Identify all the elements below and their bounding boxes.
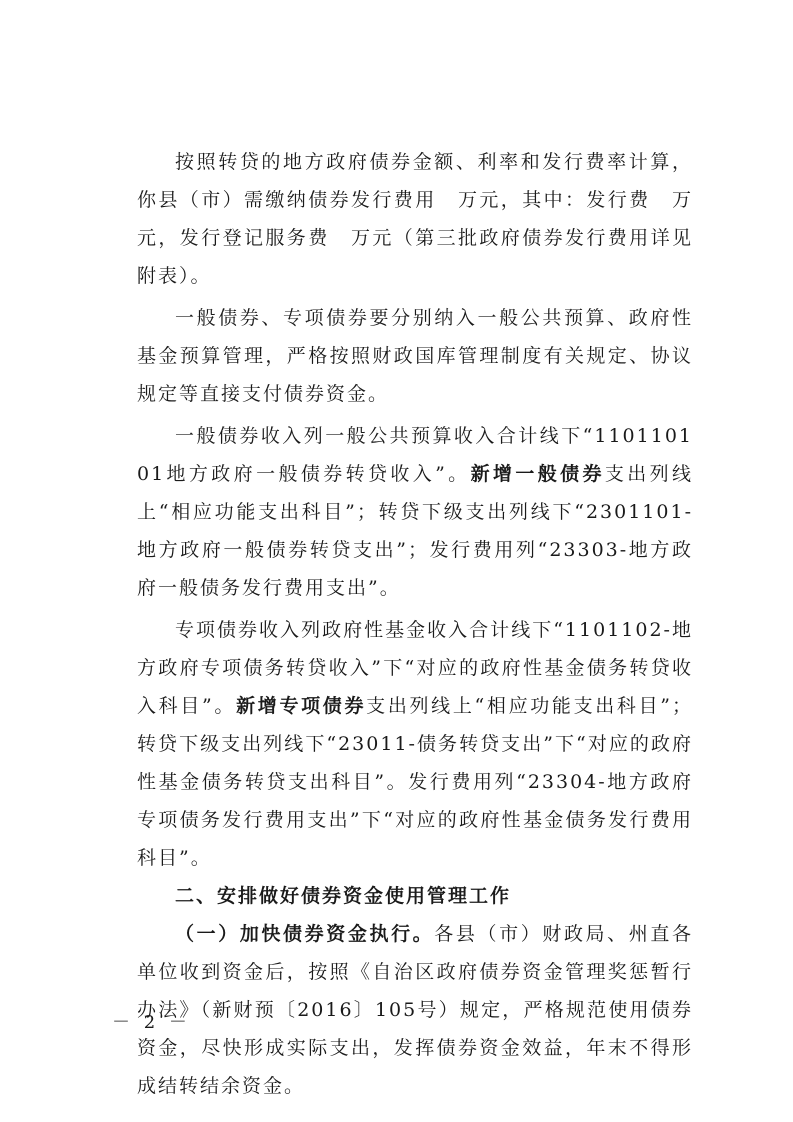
special-bond-emphasis: 新增专项债券 <box>236 695 367 717</box>
special-bond-text-c: 支出列线上“相应功能支出科目”；转贷下级支出列线下“23011-债务转贷支出”下“对应的政府性基金债务转贷支出科目”。发行费用列“23304-地方政府专项债务发行费用支出”下“对应的政府性基金债务发行费用科目”。 <box>137 695 693 869</box>
general-bond-emphasis: 新增一般债券 <box>470 463 605 485</box>
paragraph-issuance-fee <box>137 143 693 295</box>
subsection-heading-1: （一）加快债券资金执行。 <box>175 923 435 945</box>
general-bond-text-a: 一般债券收入列一般公共预算收入合计线下“110110101地方政府一般债券转贷收入”。 <box>137 425 693 485</box>
page-number: － 2 － <box>112 1012 191 1033</box>
paragraph-budget-management <box>137 299 693 413</box>
paragraph-accelerate-execution <box>137 915 693 1105</box>
paragraph-general-bond-accounting <box>137 417 693 607</box>
paragraph-issuance-fee-text: 按照转贷的地方政府债券金额、利率和发行费率计算，你县（市）需缴纳债券发行费用 万元，其中：发行费 万元，发行登记服务费 万元（第三批政府债券发行费用详见附表）。 <box>137 151 693 287</box>
section-heading-2: 二、安排做好债券资金使用管理工作 <box>175 885 512 907</box>
accelerate-execution-text: 各县（市）财政局、州直各单位收到资金后，按照《自治区政府债券资金管理奖惩暂行办法》（新财预〔2016〕105号）规定，严格规范使用债券资金，尽快形成实际支出，发挥债券资金效益，年末不得形成结转结余资金。 <box>137 923 693 1097</box>
document-body <box>137 143 693 1105</box>
paragraph-special-bond-accounting <box>137 611 693 877</box>
general-bond-text-c: 支出列线上“相应功能支出科目”；转贷下级支出列线下“2301101-地方政府一般债券转贷支出”；发行费用列“23303-地方政府一般债务发行费用支出”。 <box>137 463 693 599</box>
paragraph-budget-management-text: 一般债券、专项债券要分别纳入一般公共预算、政府性基金预算管理，严格按照财政国库管理制度有关规定、协议规定等直接支付债券资金。 <box>137 307 693 405</box>
special-bond-text-a: 专项债券收入列政府性基金收入合计线下“1101102-地方政府专项债务转贷收入”下“对应的政府性基金债务转贷收入科目”。 <box>137 619 693 717</box>
